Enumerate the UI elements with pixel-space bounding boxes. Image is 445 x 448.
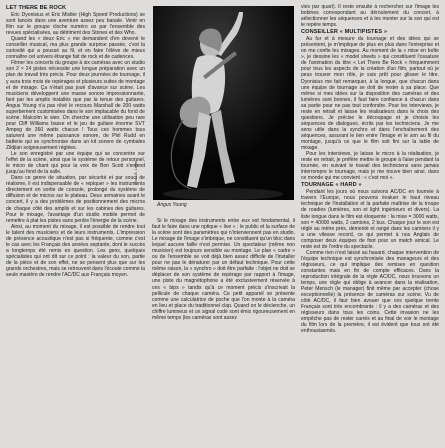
paragraph: vies par quart). Il reste ensuite à rechercher sur l'image les bobines correspondant au déroulement du concert, à sélectionner les séquences et à les monter sur la son qui est le repère temps.	[301, 4, 439, 29]
paragraph: Ainsi, au moment du mixage, il est possible de rendre tout le talent des musiciens et de leurs instruments. L'impression de présence acoustique n'est pas si fréquente, comme c'est le cas avec les Français des années septante, dont le succès a longtemps été remis en question. Les gens, quelques spécialistes qui ont dit sur ce point : la valeur du son, partie de la pièce et de son effet, ne se pensent plus que sur les grands orchestres, mais se retrouvent dans l'écoute comme la seule manière de rendre l'AC/DC aux Français moyen.	[6, 223, 145, 279]
section-heading-let-there-be-rock: LET THERE BE ROCK	[6, 5, 67, 11]
paragraph: Eric Dyonisius et Eric Mistler (High Speed Productions) se sont lancés dans une aventure assez peu banale. Venir en film sur le groupe cloche numéro un par l'ensemble des revues spécialisées, au détriment des Stones et des Who.	[6, 12, 145, 37]
paragraph: Quand les « deux Eric » me demandent d'en devenir le conseiller musical, ma plus grande surprise passée, c'est la curiosité qui a poussé au fil, et en faire l'élève de mieux connaître cet univers étrange fait de rock et de cadences.	[6, 36, 145, 61]
paragraph: Filmer les concerts du groupe à six caméras avec un studio son 2 × 24 pistes nécessite une longue préparation avec un plan de travail très précis. Pour deux journées de tournage, il y aura trois mois de repérages et plusieurs suites de montage et de mixage. Ça n'était pas joué d'avance sur scène. Les musiciens développent une masse sonore impressionnante, fant par les amplis installés que par la tenue des guitares. Angus Young n'a pas rêvé le recours Marshall de 200 watts superbement customisées dans le son implacable du fond de scène. Malcolm le sien. On cherche une utilisation peu rare pour Cliff Williams basse et le jeu de guitare énorme SVT Ampeg de 360 watts chacun ! Tous ces hommes tous saturent une même puissance sonore, de Phil Rudd en batterie qui se synchronise dans un kit sonore de cymbales Zildjian soigneusement réglées.	[6, 60, 145, 152]
article-column-middle	[152, 218, 295, 444]
section-heading-tournage-hard: TOURNAGE « HARD »	[301, 182, 362, 189]
paragraph: Pour les interviews, je laisse le micro à la réalisation, je reste en retrait, je préfère mettre le groupe à l'aise pendant la tournée, en suivant le travail des techniciens sans jamais interrompre le tournage, mais je me trouve bien ainsi, dans ce monde qui me convient : « c'est moi ».	[301, 151, 439, 182]
paragraph: Pendant les jours où nous suivons AC/DC en tournée à travers l'Europe, nous pouvons évaluer le haut niveau technique de l'installation et la parfaite maîtrise de la troupe de roadies (lumières, son et light ingénieurs et divers). La liste longue dans le film est éloquente : la mixe = 3000 watts, son = 40000 watts, 2 camions, 2 bus. Chaque jour le son est réglé au mètre près, démonté et rangé dans les camions il y a une vitesse record, ce qui permet à nos Anglais de composer deux équipes de foot pour un match amical. Le reste est de l'ordre du spectacle.	[301, 189, 439, 250]
article-column-right	[301, 4, 439, 444]
paragraph: Si le mixage des instruments entre eux est fondamental, il faut le faire dans une optique « live » : le public et la surface de la scène sont des paramètres qui n'interviennent pas en studio. Le mixage de l'image s'imbrique, ne constituent qu'un bloc dans lequel aucune faille n'est permise. Un spectateur (même non musicien) est toujours sensible au montage. Le plan « cadre » ou de l'ensemble se voit déjà bien assez difficile de l'installer pour ne pas le dénaturer par un défaut technique. Pour cette même raison, la « synchro » doit être parfaite : l'objet ne doit se déplacer de son système de repérage par rapport à l'image, une piste du magnétophone a été exclusivement réservée à ces « bips » tandis qu'à ce moment précis s'inscrivait la pellicule de chaque caméra. Ce petit appareil se présente comme une calculatrice de poche que l'on monte à la caméra en lieu et place du traditionnel clap. Quand on le déclenche, un chiffre lumineux et un signal codé sont émis rigoureusement en même temps (les caméras sont assez	[152, 218, 295, 321]
section-heading-conseiller-multipistes: CONSEILLER « MULTIPISTES »	[301, 29, 388, 36]
photo-caption: Angus Young	[157, 202, 187, 208]
paragraph: Au fur et à mesure du tournage et des idées qui se présentent, je m'implique de plus en plus dans l'entreprise et on me confie les mixages. Au moment de la « mise en boîte », je dessine les « model sheets » qui constituent l'ossature de l'animation du titre « Let There Be Rock » fréquemment pour tous les aspects de la création d'un film, partout où je peux trouver mon rôle, je suis prêt pour glisser le titre. Dyonisius me fait remarquer, à la longue, que chacun dans une équipe de tournage se doit de rester à sa place. Que même si mes idées sur la disposition des caméras et des lumières sont bonnes, il faut faire confiance à chacun dans sa partie pour ne pas tout confondre. Pour les interviews, je reste en retrait et laisse les réalisateurs dans le choix des questions. Je précise le découpage et je choisis les séquences de dialogues, écrits par les techniciens. Je me sens utile dans la synchro et dans l'enchaînement des séquences, assurant le lien entre l'image et le son au fil du montage, jusqu'à ce que le film soit fini sur la table de mixage.	[301, 36, 439, 152]
concert-photo	[153, 6, 294, 200]
photo-credit: Photo B. Legos	[134, 160, 138, 185]
paragraph: Dans ce genre de situation, par sécurité et par souci de réalisme, il est indispensable de « repiquer » les instruments directement en sortie de console, prolongé du système de diffusion et de micros sur le plateau. Deux semaines avant le concert, il y a des problèmes de positionnement des micros de chaque côté des amplis et sur les cabines des guitares. Pour le mixage, l'avantage d'un studio mobile permet de remettre à plat les pistes sans perdre l'énergie de la scène.	[6, 175, 145, 224]
guitarist-silhouette-image	[153, 6, 294, 200]
paragraph: Comme rien n'est laissé au hasard, chaque intervention de l'équipe technique est synchronisée des manageurs et des régisseurs, ce qui implique des remises en question constantes mais en fin de compte efficaces. Dans la reproduction intégrale de la règle AC/DC, nous trouvons un temps, une règle qui oblige à avancer dans la réalisation, Peter Mensch (le manager) finit même par accepter (chose exceptionnelle) la présence de caméras sur scène. Vu de côté AC/DC, il faut bien avouer que ces quelque trente Français sont très encombrants : il y a des caméras et des régisseurs dans tous les coins. Cette invasion ne les empêche pas de rester carrés et au final de voir le montage du film lors de la première, il est évident que tous ont été enthousiasmés.	[301, 249, 439, 335]
paragraph: Le son enregistré par une équipe qui se concentre sur l'effet de la scène, ainsi que le système de retour personnel, le micro de chant qui pour la voix de Bon Scott s'entend jusqu'au fond de la salle.	[6, 151, 145, 176]
article-column-left	[6, 4, 145, 444]
